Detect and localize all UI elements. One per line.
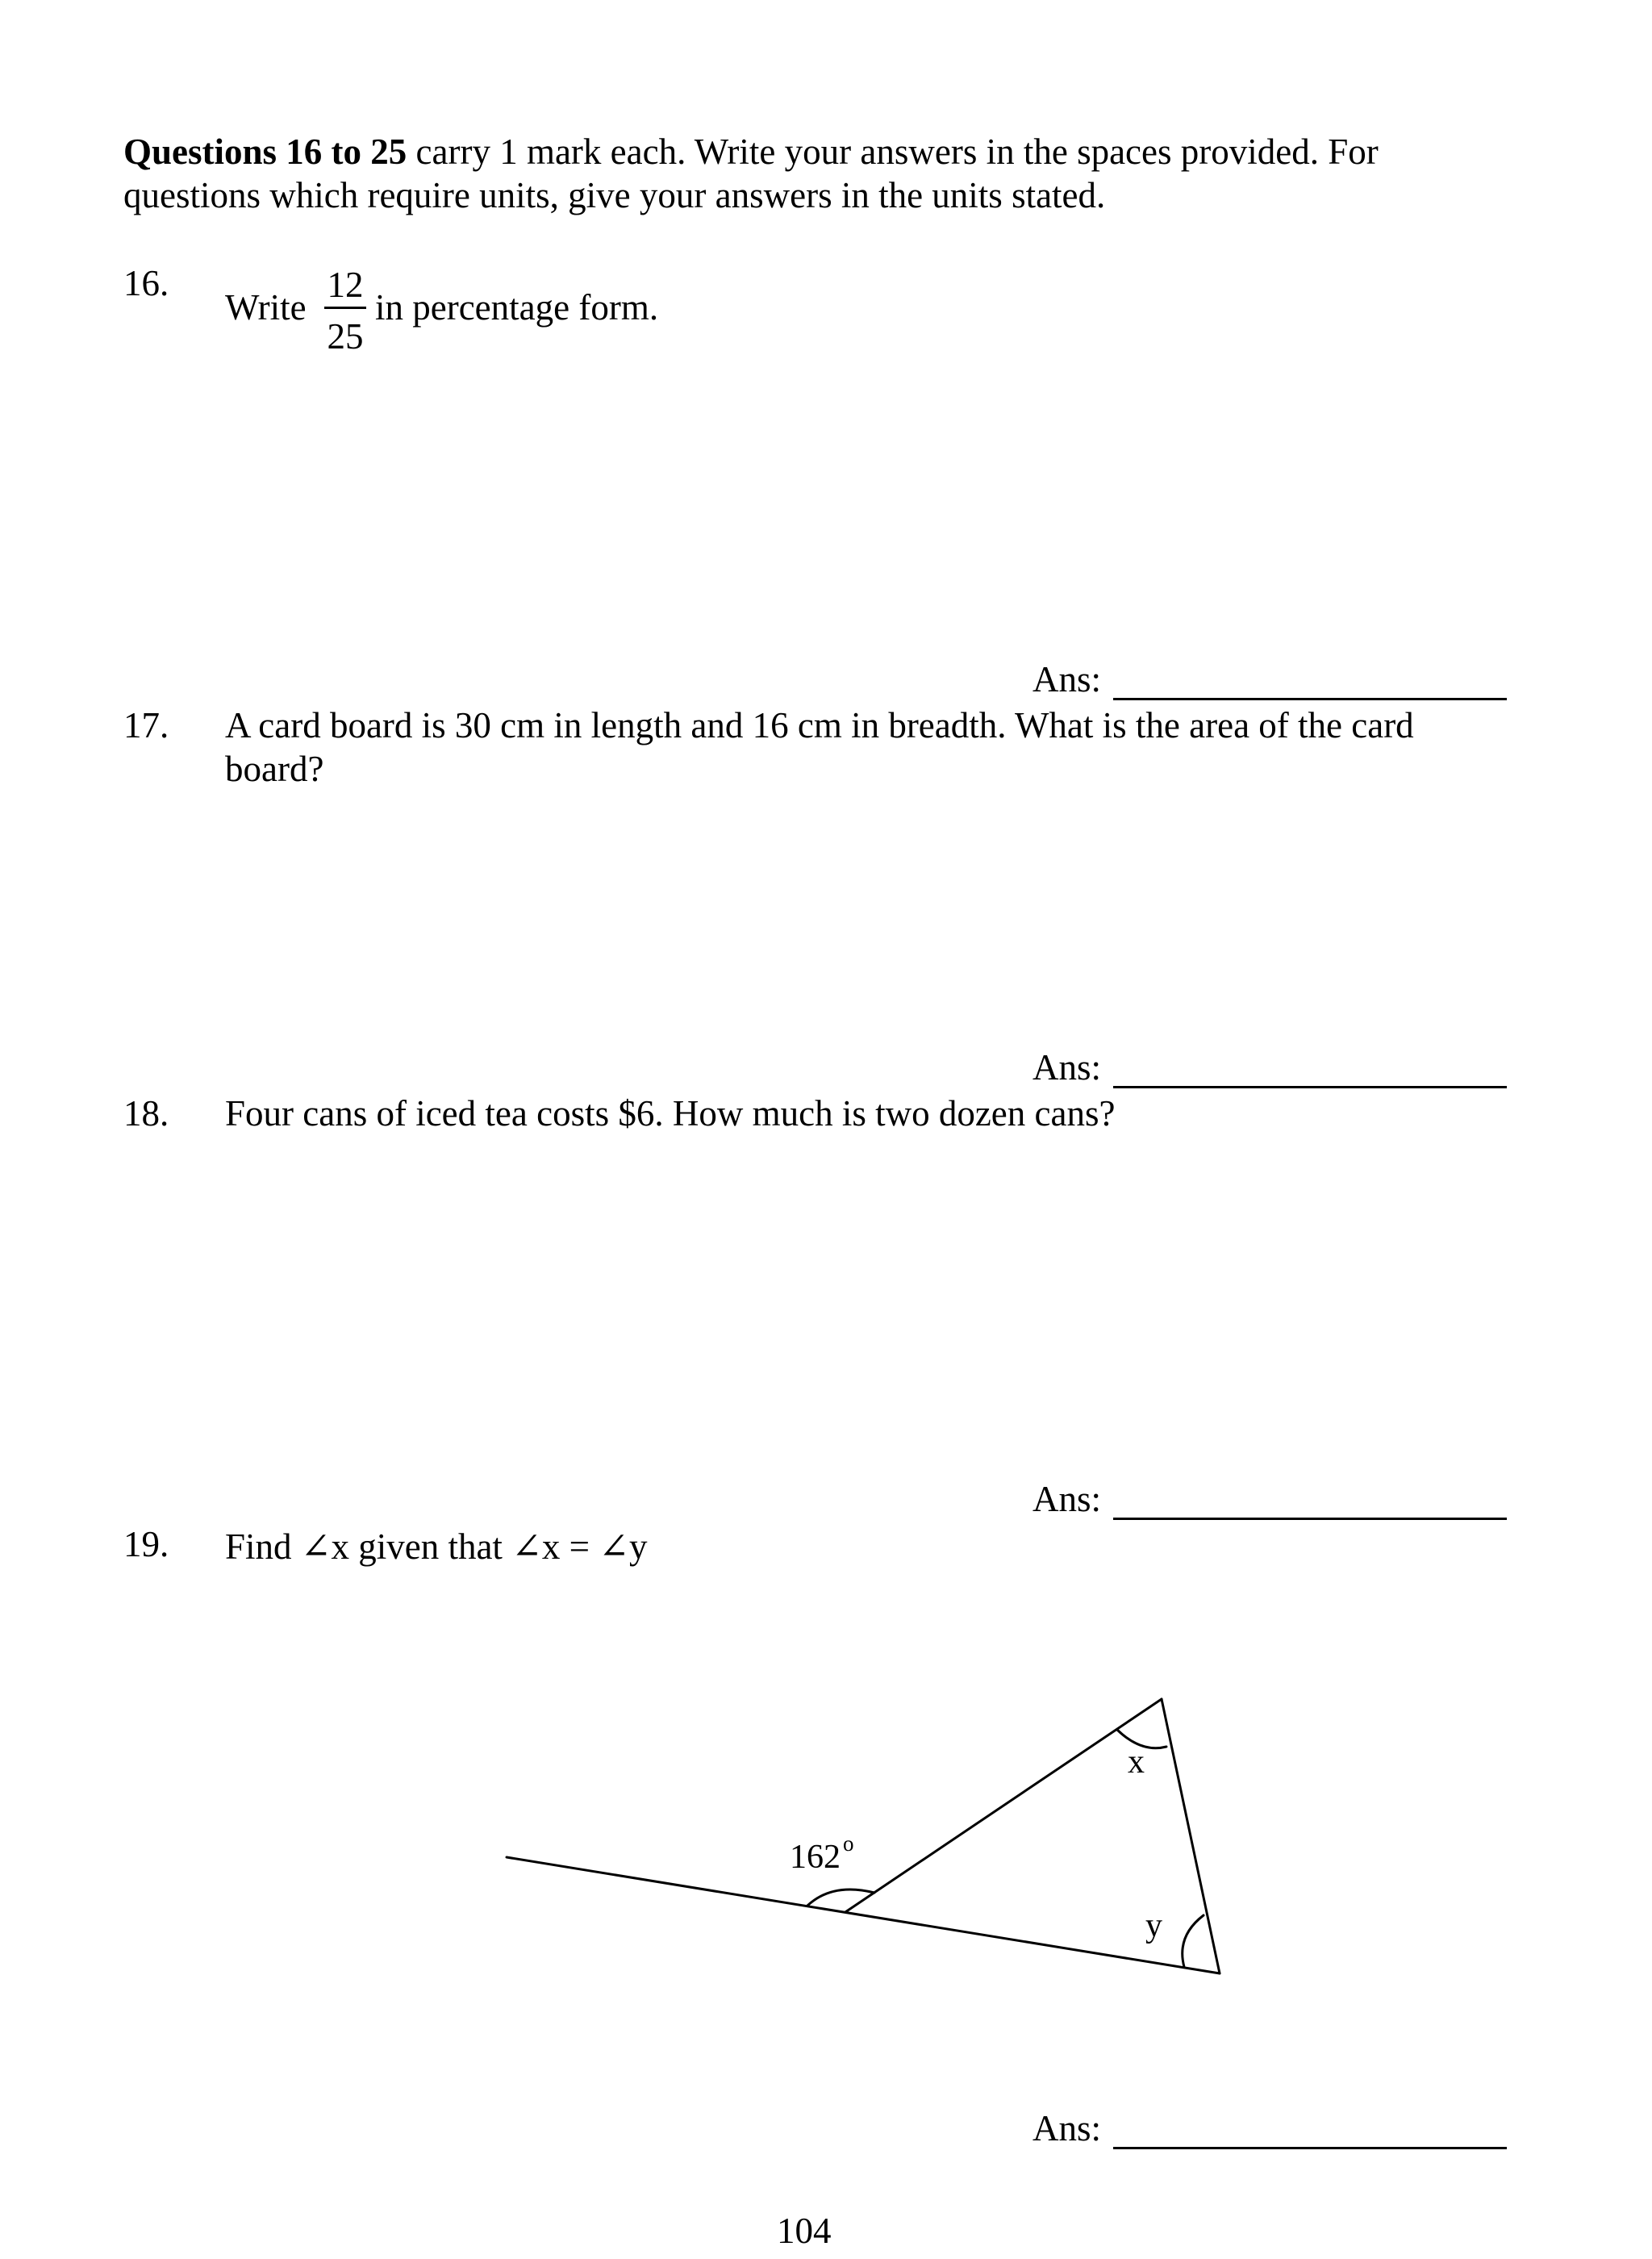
triangle-left-side	[845, 1699, 1162, 1912]
question-17-number: 17.	[123, 705, 169, 745]
question-19-answer-label: Ans:	[1032, 2108, 1102, 2148]
question-16-prefix: Write	[225, 287, 307, 328]
question-19-answer-line[interactable]	[1113, 2147, 1507, 2149]
question-16-suffix: in percentage form.	[375, 287, 659, 328]
exterior-angle-label: 162	[790, 1839, 841, 1876]
question-17-answer-label: Ans:	[1032, 1047, 1102, 1088]
extended-base-line	[507, 1857, 1220, 1973]
instructions-line-2: questions which require units, give your answers in the units stated.	[123, 175, 1106, 215]
triangle-right-side	[1162, 1699, 1220, 1973]
question-18-text: Four cans of iced tea costs $6. How much is two dozen cans?	[225, 1093, 1116, 1134]
question-19-number: 19.	[123, 1524, 169, 1564]
question-19-text: Find ∠x given that ∠x = ∠y	[225, 1526, 648, 1567]
question-16-number: 16.	[123, 263, 169, 303]
instructions-bold: Questions 16 to 25	[123, 132, 407, 172]
question-16-denominator: 25	[327, 316, 364, 357]
question-18-number: 18.	[123, 1093, 169, 1134]
page-number: 104	[777, 2211, 832, 2251]
angle-x-label: x	[1128, 1743, 1145, 1781]
exterior-angle-arc	[807, 1889, 874, 1906]
instructions-rest: carry 1 mark each. Write your answers in the spaces provided. For	[407, 132, 1379, 172]
question-18-answer-label: Ans:	[1032, 1479, 1102, 1519]
angle-y-label: y	[1145, 1907, 1162, 1944]
question-17-line-2: board?	[225, 749, 324, 789]
angle-y-arc	[1183, 1915, 1204, 1967]
question-16-numerator: 12	[327, 265, 364, 305]
degree-mark: o	[843, 1831, 854, 1856]
question-16-answer-label: Ans:	[1032, 659, 1102, 699]
question-17-line-1: A card board is 30 cm in length and 16 cm in breadth. What is the area of the card	[225, 705, 1414, 745]
